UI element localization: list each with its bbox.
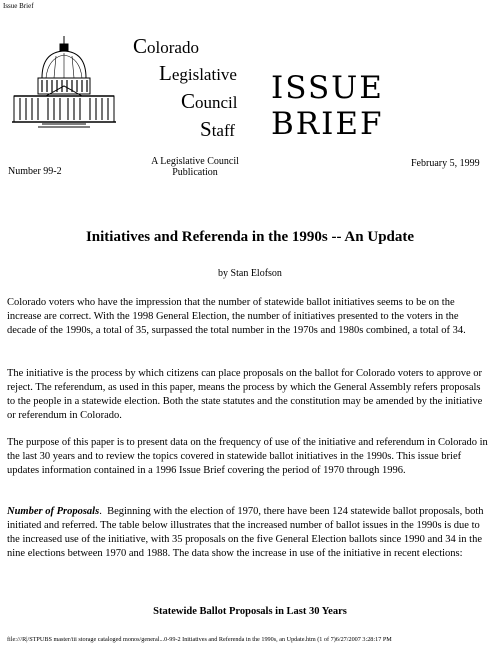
section-heading: Number of Proposals (7, 506, 100, 517)
paragraph-number-of-proposals: Number of Proposals. Beginning with the election of 1970, there have been 124 statewide ballot proposals, both initiated and referred. The table below illustrates that the increased number of ballot issues in the 1990s is due to the increased use of the initiative, with 35 proposals on the five General Election ballots since 1990 and 34 in the nine elections between 1970 and 1988. The data show the increase in use of the initiative in recent elections: (7, 506, 484, 559)
article-title: Initiatives and Referenda in the 1990s -- An Update (85, 229, 415, 245)
byline: by Stan Elofson (218, 268, 282, 279)
agency-line-colorado: Colorado (133, 34, 199, 58)
agency-line-council: Council (181, 89, 238, 113)
capitol-building-icon (12, 34, 116, 130)
agency-line-legislative: Legislative (159, 61, 237, 85)
issue-brief-title: ISSUE BRIEF (271, 70, 384, 142)
paragraph-1: Colorado voters who have the impression that the number of statewide ballot initiatives seems to be on the increase are correct. With the 1998 General Election, the number of initiatives presented to the voters in the decade of the 1990s, a total of 35, surpassed the total number in the 1970s and 1980s combined, a total of 34. (7, 297, 466, 336)
agency-line-staff: Staff (200, 117, 235, 141)
file-path-footer: file:///R|/STPUBS master/iii storage cataloged monos/general...0-99-2 Initiatives and Referenda in the 1990s, an Update.htm (1 of 7)6/27/2007 3:28:17 PM (7, 636, 392, 643)
paragraph-2: The initiative is the process by which citizens can place proposals on the ballot for Colorado voters to approve or reject. The referendum, as used in this paper, means the process by which the General Assembly refers proposals to the people in a statewide election. Both the state statutes and the constitution may be amended by the initiative or referendum in Colorado. (7, 368, 483, 421)
paragraph-3: The purpose of this paper is to present data on the frequency of use of the initiative and referendum in Colorado in the last 30 years and to review the topics covered in statewide ballot initiatives in the 1990s. This issue brief updates information contained in a 1996 Issue Brief covering the period of 1970 through 1996. (7, 437, 488, 476)
publication-label: A Legislative Council Publication (151, 156, 239, 178)
issue-date: February 5, 1999 (411, 158, 480, 169)
section-text: Beginning with the election of 1970, there have been 124 statewide ballot proposals, both initiated and referred. The table below illustrates that the increased number of ballot issues in the 1990s is due to the increased use of the initiative, with 35 proposals on the five General Election ballots since 1990 and 34 in the nine elections between 1970 and 1988. The data show the increase in use of the initiative in recent elections: (7, 506, 484, 559)
issue-number: Number 99-2 (8, 166, 62, 177)
browser-title: Issue Brief (3, 2, 34, 10)
table-title: Statewide Ballot Proposals in Last 30 Years (153, 606, 347, 617)
